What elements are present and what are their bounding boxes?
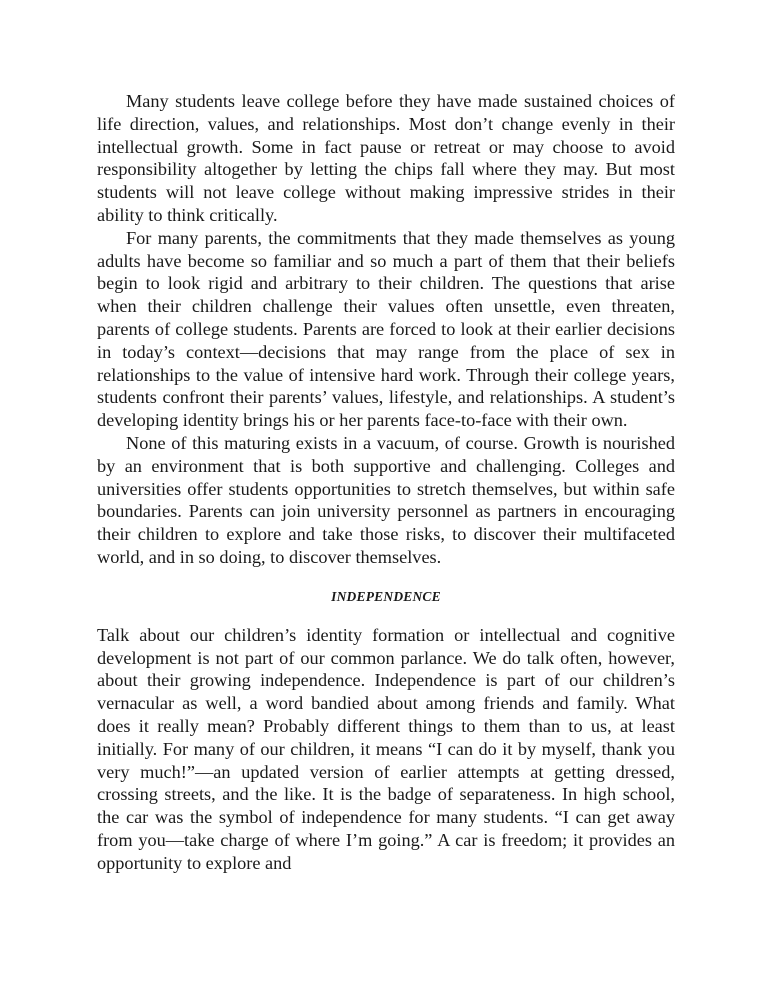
page-body	[97, 90, 675, 875]
paragraph-2: For many parents, the commitments that they made themselves as young adults have become so familiar and so much a part of them that their beliefs begin to look rigid and arbitrary to their children. The questions that arise when their children challenge their values often unsettle, even threaten, parents of college students. Parents are forced to look at their earlier decisions in today’s context—decisions that may range from the place of sex in relationships to the value of intensive hard work. Through their college years, students confront their parents’ values, lifestyle, and relationships. A student’s developing identity brings his or her parents face-to-face with their own.	[97, 227, 675, 431]
section-heading: INDEPENDENCE	[331, 588, 441, 604]
paragraph-3: None of this maturing exists in a vacuum, of course. Growth is nourished by an environment that is both supportive and challenging. Colleges and universities offer students opportunities to stretch themselves, but within safe boundaries. Parents can join university personnel as partners in encouraging their children to explore and take those risks, to discover their multifaceted world, and in so doing, to discover themselves.	[97, 432, 675, 567]
paragraph-1: Many students leave college before they have made sustained choices of life direction, values, and relationships. Most don’t change evenly in their intellectual growth. Some in fact pause or retreat or may choose to avoid responsibility altogether by letting the chips fall where they may. But most students will not leave college without making impressive strides in their ability to think critically.	[97, 91, 675, 225]
paragraph-4: Talk about our children’s identity formation or intellectual and cognitive development is not part of our common parlance. We do talk often, however, about their growing independence. Independence is part of our children’s vernacular as well, a word bandied about among friends and family. What does it really mean? Probably different things to them than to us, at least initially. For many of our children, it means “I can do it by myself, thank you very much!”—an updated version of earlier attempts at getting dressed, crossing streets, and the like. It is the badge of separateness. In high school, the car was the symbol of independence for many students. “I can get away from you—take charge of where I’m going.” A car is freedom; it provides an opportunity to explore and	[97, 624, 675, 873]
